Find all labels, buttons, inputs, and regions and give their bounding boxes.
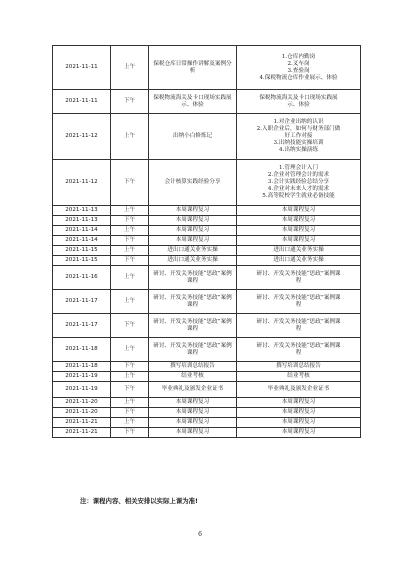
date-cell: 2021-11-13	[53, 216, 111, 226]
topic-cell: 出纳小白修炼记	[149, 114, 237, 160]
content-line: 结业考核	[287, 373, 310, 379]
topic-cell: 研讨、开发关务技能“思政”案例课程	[149, 338, 237, 362]
content-line: 保税物流海关及卡口现场实践展	[259, 94, 338, 101]
period-cell: 下午	[111, 408, 149, 418]
date-cell: 2021-11-12	[53, 114, 111, 160]
schedule-table	[52, 45, 361, 438]
topic-cell: 本周课程复习	[149, 408, 237, 418]
content-cell	[237, 418, 361, 428]
content-cell	[237, 246, 361, 256]
content-cell	[237, 160, 361, 206]
content-cell	[237, 362, 361, 372]
content-line: 4.出纳实操演练	[279, 147, 318, 153]
date-cell: 2021-11-11	[53, 90, 111, 114]
content-line: 本周课程复习	[281, 409, 316, 415]
table-row	[53, 428, 361, 438]
table-row	[53, 362, 361, 372]
period-cell: 上午	[111, 398, 149, 408]
content-cell	[237, 256, 361, 266]
topic-cell: 进出口通关业务实操	[149, 246, 237, 256]
date-cell: 2021-11-15	[53, 256, 111, 266]
content-line: 研讨、开发关务技能“思政”案例课	[256, 294, 341, 301]
date-cell: 2021-11-13	[53, 206, 111, 216]
content-line: 2.入职企业后，如何与财务部门做	[256, 126, 341, 132]
table-row	[53, 256, 361, 266]
date-cell: 2021-11-17	[53, 314, 111, 338]
content-line: 5.高等院校学生就业必备技能	[262, 193, 335, 199]
period-cell: 下午	[111, 362, 149, 372]
period-cell: 下午	[111, 160, 149, 206]
content-line: 程	[295, 349, 302, 356]
period-cell: 下午	[111, 256, 149, 266]
table-row	[53, 90, 361, 114]
topic-cell: 研讨、开发关务技能“思政”案例课程	[149, 266, 237, 290]
content-line: 2.叉车岗	[287, 60, 310, 67]
content-cell	[237, 408, 361, 418]
content-cell	[237, 398, 361, 408]
topic-cell: 撰写培训总结报告	[149, 362, 237, 372]
content-cell	[237, 46, 361, 90]
content-line: 进出口通关业务实操	[273, 257, 324, 263]
table-row	[53, 398, 361, 408]
period-cell: 上午	[111, 372, 149, 382]
table-row	[53, 206, 361, 216]
date-cell: 2021-11-12	[53, 160, 111, 206]
date-cell: 2021-11-20	[53, 398, 111, 408]
table-row	[53, 160, 361, 206]
content-cell	[237, 338, 361, 362]
topic-cell: 研讨、开发关务技能“思政”案例课程	[149, 314, 237, 338]
content-line: 程	[295, 301, 302, 308]
topic-cell: 本周课程复习	[149, 418, 237, 428]
topic-cell: 本周课程复习	[149, 206, 237, 216]
content-cell	[237, 290, 361, 314]
footnote: 注：课程内容、相关安排以实际上课为准!	[80, 497, 198, 505]
date-cell: 2021-11-14	[53, 236, 111, 246]
table-row	[53, 266, 361, 290]
content-line: 3.查验岗	[287, 67, 310, 74]
table-row	[53, 338, 361, 362]
period-cell: 上午	[111, 114, 149, 160]
table-row	[53, 46, 361, 90]
content-cell	[237, 90, 361, 114]
table-row	[53, 314, 361, 338]
topic-cell: 本周课程复习	[149, 226, 237, 236]
period-cell: 下午	[111, 314, 149, 338]
content-line: 本周课程复习	[281, 419, 316, 425]
period-cell: 上午	[111, 246, 149, 256]
content-line: 进出口通关业务实操	[273, 247, 324, 253]
period-cell: 上午	[111, 206, 149, 216]
content-line: 本周课程复习	[281, 227, 316, 233]
period-cell: 上午	[111, 338, 149, 362]
date-cell: 2021-11-21	[53, 418, 111, 428]
date-cell: 2021-11-16	[53, 266, 111, 290]
date-cell: 2021-11-21	[53, 428, 111, 438]
period-cell: 上午	[111, 290, 149, 314]
period-cell: 下午	[111, 428, 149, 438]
topic-cell: 本周课程复习	[149, 236, 237, 246]
table-row	[53, 246, 361, 256]
content-line: 1.仓库内勤岗	[281, 53, 316, 60]
topic-cell: 本周课程复习	[149, 428, 237, 438]
content-line: 撰写培训总结报告	[276, 363, 321, 369]
content-line: 研讨、开发关务技能“思政”案例课	[256, 270, 341, 277]
content-cell	[237, 236, 361, 246]
content-line: 好工作对接	[284, 133, 313, 139]
content-line: 本周课程复习	[281, 237, 316, 243]
period-cell: 上午	[111, 46, 149, 90]
period-cell: 下午	[111, 216, 149, 226]
topic-cell: 进出口通关业务实操	[149, 256, 237, 266]
date-cell: 2021-11-19	[53, 372, 111, 382]
content-line: 研讨、开发关务技能“思政”案例课	[256, 318, 341, 325]
period-cell: 上午	[111, 266, 149, 290]
content-line: 示、体验	[287, 101, 310, 108]
topic-cell: 结业考核	[149, 372, 237, 382]
date-cell: 2021-11-17	[53, 290, 111, 314]
content-line: 本周课程复习	[281, 207, 316, 213]
page-number: 6	[198, 531, 202, 538]
topic-cell: 会计核算实践经验分享	[149, 160, 237, 206]
topic-cell: 本周课程复习	[149, 216, 237, 226]
period-cell: 下午	[111, 90, 149, 114]
table-row	[53, 372, 361, 382]
date-cell: 2021-11-11	[53, 46, 111, 90]
topic-cell: 保税仓库日常操作讲解及案例分析	[149, 46, 237, 90]
content-line: 本周课程复习	[281, 399, 316, 405]
topic-cell: 保税物流海关及卡口现场实践展示、体验	[149, 90, 237, 114]
table-row	[53, 114, 361, 160]
topic-cell: 本周课程复习	[149, 398, 237, 408]
date-cell: 2021-11-15	[53, 246, 111, 256]
content-cell	[237, 428, 361, 438]
date-cell: 2021-11-14	[53, 226, 111, 236]
topic-cell: 毕业典礼及颁发企业证书	[149, 382, 237, 398]
table-row	[53, 216, 361, 226]
content-line: 1.对企业出纳的认识	[273, 119, 324, 125]
table-row	[53, 418, 361, 428]
content-cell	[237, 226, 361, 236]
table-row	[53, 290, 361, 314]
content-line: 本周课程复习	[281, 217, 316, 223]
schedule-body	[53, 46, 361, 438]
content-cell	[237, 206, 361, 216]
table-row	[53, 236, 361, 246]
content-line: 3.会计实践经验总结分享	[267, 179, 330, 185]
period-cell: 下午	[111, 236, 149, 246]
content-cell	[237, 266, 361, 290]
period-cell: 上午	[111, 418, 149, 428]
content-line: 2.企业对管理会计的需求	[267, 172, 330, 178]
date-cell: 2021-11-20	[53, 408, 111, 418]
table-row	[53, 226, 361, 236]
content-line: 程	[295, 277, 302, 284]
date-cell: 2021-11-18	[53, 338, 111, 362]
content-line: 4.企业对未来人才的需求	[267, 186, 330, 192]
content-cell	[237, 382, 361, 398]
topic-cell: 研讨、开发关务技能“思政”案例课程	[149, 290, 237, 314]
content-cell	[237, 216, 361, 226]
content-cell	[237, 114, 361, 160]
content-cell	[237, 314, 361, 338]
period-cell: 下午	[111, 382, 149, 398]
content-line: 程	[295, 325, 302, 332]
content-line: 3.出纳技能实操培训	[273, 140, 324, 146]
date-cell: 2021-11-18	[53, 362, 111, 372]
content-line: 本周课程复习	[281, 429, 316, 435]
date-cell: 2021-11-19	[53, 382, 111, 398]
content-line: 1.管理会计入门	[279, 165, 318, 171]
content-line: 4.保税物流仓库作业展示、体验	[259, 74, 338, 81]
content-cell	[237, 372, 361, 382]
table-row	[53, 382, 361, 398]
table-row	[53, 408, 361, 418]
period-cell: 上午	[111, 226, 149, 236]
content-line: 毕业典礼及颁发企业证书	[267, 386, 330, 392]
content-line: 研讨、开发关务技能“思政”案例课	[256, 342, 341, 349]
